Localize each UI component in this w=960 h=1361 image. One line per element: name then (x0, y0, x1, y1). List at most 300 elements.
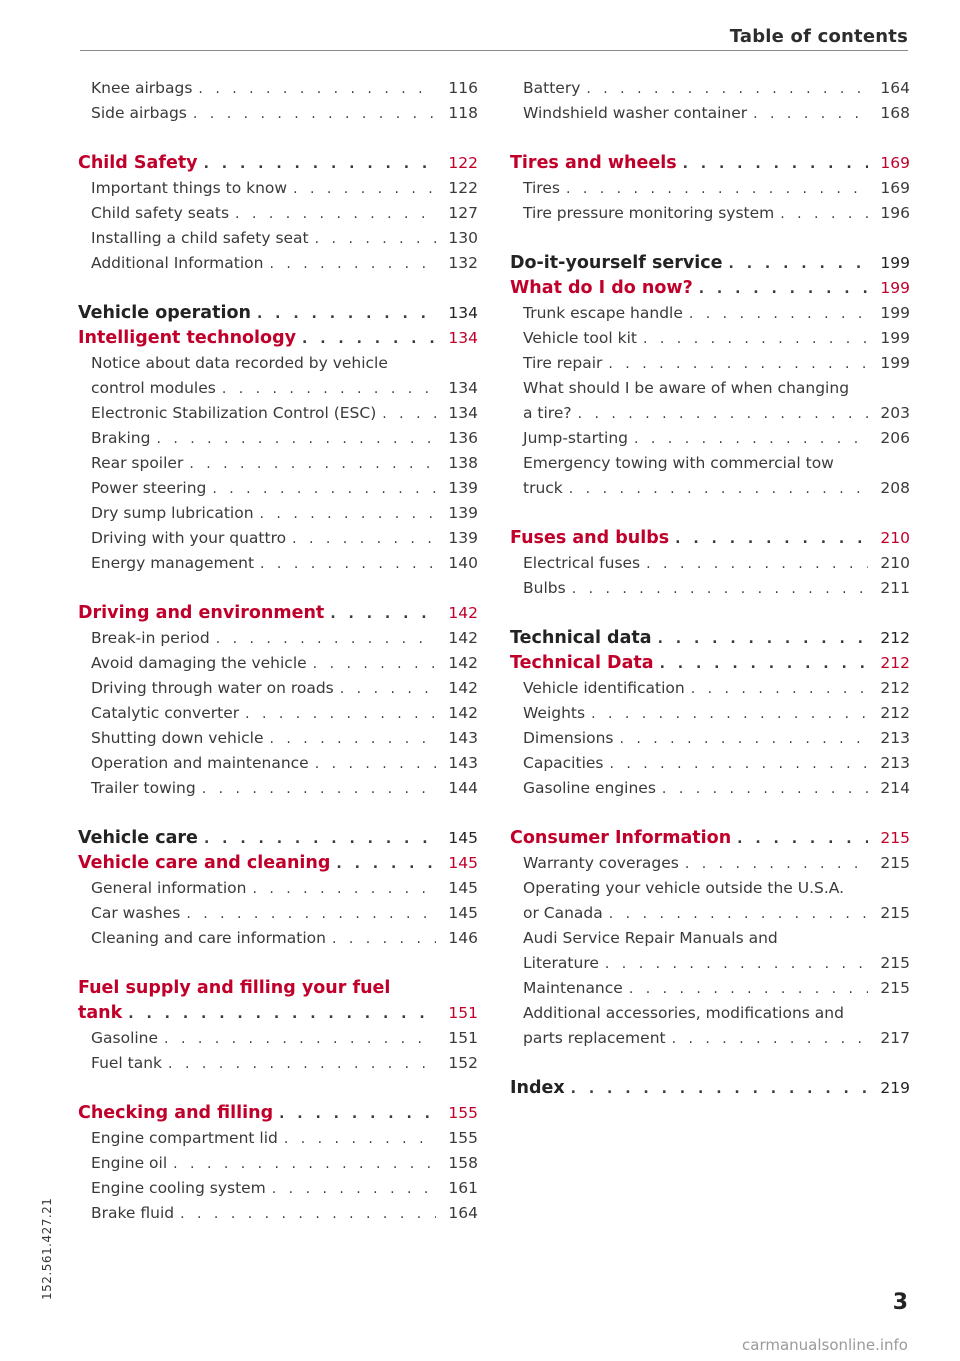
dot-leader (173, 1152, 436, 1177)
toc-entry-title: control modules (91, 379, 216, 397)
toc-entry-title: Consumer Information (510, 828, 732, 848)
toc-entry[interactable] (78, 1126, 478, 1151)
toc-entry-title: Side airbags (91, 104, 187, 122)
toc-page-number: 212 (880, 679, 910, 697)
toc-page-number: 142 (448, 704, 478, 722)
toc-section-entry[interactable] (78, 601, 478, 626)
toc-page-number: 146 (448, 929, 478, 947)
toc-page-number: 199 (880, 304, 910, 322)
toc-page-number: 134 (448, 329, 478, 347)
toc-entry-title: Dry sump lubrication (91, 504, 254, 522)
toc-section-entry[interactable] (78, 826, 478, 851)
toc-entry-title: Tires and wheels (510, 153, 677, 173)
dot-leader (662, 777, 868, 802)
toc-spacer (78, 576, 478, 601)
toc-entry-title: Additional Information (91, 254, 264, 272)
toc-page-number: 142 (448, 629, 478, 647)
toc-entry-title: Engine compartment lid (91, 1129, 278, 1147)
toc-page-number: 169 (880, 179, 910, 197)
dot-leader (336, 852, 436, 877)
toc-entry[interactable] (78, 526, 478, 551)
toc-entry-title: Dimensions (523, 729, 614, 747)
toc-section-entry[interactable] (78, 1101, 478, 1126)
toc-entry-title: Do-it-yourself service (510, 253, 723, 273)
dot-leader (212, 477, 436, 502)
dot-leader (302, 327, 436, 352)
toc-page-number: 143 (448, 729, 478, 747)
dot-leader (571, 1077, 868, 1102)
toc-page-number: 164 (880, 79, 910, 97)
toc-page-number: 130 (448, 229, 478, 247)
toc-page-number: 215 (880, 954, 910, 972)
dot-leader (269, 252, 436, 277)
toc-entry-title: Brake fluid (91, 1204, 175, 1222)
toc-page-number: 212 (880, 654, 910, 672)
toc-entry[interactable] (510, 701, 910, 726)
dot-leader (780, 202, 868, 227)
toc-entry-title: Driving and environment (78, 603, 325, 623)
toc-entry[interactable] (510, 551, 910, 576)
toc-entry[interactable] (510, 951, 910, 976)
toc-entry[interactable] (78, 1026, 478, 1051)
toc-entry[interactable] (510, 176, 910, 201)
dot-leader (689, 302, 868, 327)
dot-leader (270, 727, 437, 752)
dot-leader (313, 652, 436, 677)
dot-leader (646, 552, 868, 577)
toc-entry[interactable] (78, 76, 478, 101)
toc-entry[interactable] (78, 226, 478, 251)
dot-leader (672, 1027, 868, 1052)
toc-entry[interactable] (510, 76, 910, 101)
toc-page-number: 151 (448, 1004, 478, 1022)
toc-entry-title: Tire pressure monitoring system (523, 204, 775, 222)
dot-leader (675, 527, 868, 552)
toc-entry-title: Installing a child safety seat (91, 229, 309, 247)
toc-page-number: 212 (880, 704, 910, 722)
toc-section-entry[interactable] (510, 276, 910, 301)
dot-leader (753, 102, 868, 127)
toc-entry[interactable] (510, 726, 910, 751)
dot-leader (315, 752, 436, 777)
toc-entry-title: Energy management (91, 554, 255, 572)
toc-entry[interactable] (78, 451, 478, 476)
toc-page-number: 118 (448, 104, 478, 122)
toc-entry[interactable] (78, 401, 478, 426)
toc-entry[interactable] (78, 551, 478, 576)
toc-section-entry[interactable] (78, 301, 478, 326)
toc-entry-title: Electrical fuses (523, 554, 641, 572)
dot-leader (180, 1202, 436, 1227)
toc-entry[interactable] (78, 1051, 478, 1076)
dot-leader (252, 877, 436, 902)
dot-leader (216, 627, 436, 652)
dot-leader (685, 852, 868, 877)
dot-leader (260, 552, 436, 577)
dot-leader (260, 502, 436, 527)
toc-entry[interactable] (78, 376, 478, 401)
toc-page-number: 219 (880, 1079, 910, 1097)
toc-page-number: 215 (880, 979, 910, 997)
toc-page-number: 138 (448, 454, 478, 472)
toc-section-entry[interactable] (510, 151, 910, 176)
toc-page-number: 168 (880, 104, 910, 122)
toc-entry-title: Engine cooling system (91, 1179, 266, 1197)
toc-entry-title: tank (78, 1003, 123, 1023)
toc-entry-title: a tire? (523, 404, 572, 422)
toc-page-number: 215 (880, 904, 910, 922)
toc-spacer (78, 126, 478, 151)
toc-entry[interactable] (510, 676, 910, 701)
toc-entry[interactable] (78, 476, 478, 501)
toc-page-number: 139 (448, 504, 478, 522)
toc-entry-title: Intelligent technology (78, 328, 297, 348)
toc-section-entry[interactable] (510, 1076, 910, 1101)
dot-leader (609, 752, 868, 777)
toc-section-entry[interactable] (510, 626, 910, 651)
toc-page-number: 140 (448, 554, 478, 572)
toc-entry-title: Car washes (91, 904, 181, 922)
toc-entry-title: Catalytic converter (91, 704, 240, 722)
toc-page-number: 215 (880, 829, 910, 847)
toc-left-column (78, 76, 478, 1226)
dot-leader (619, 727, 868, 752)
dot-leader (204, 152, 436, 177)
toc-entry[interactable] (78, 726, 478, 751)
toc-entry-title: Engine oil (91, 1154, 168, 1172)
toc-page-number: 142 (448, 679, 478, 697)
toc-entry-title: Trailer towing (91, 779, 196, 797)
toc-entry-title: Emergency towing with commercial tow (523, 454, 834, 472)
toc-entry-title: Tire repair (523, 354, 603, 372)
dot-leader (164, 1027, 436, 1052)
dot-leader (235, 202, 436, 227)
dot-leader (729, 252, 868, 277)
toc-entry-title: Vehicle care (78, 828, 198, 848)
dot-leader (156, 427, 436, 452)
toc-page-number: 217 (880, 1029, 910, 1047)
toc-entry[interactable] (78, 651, 478, 676)
toc-spacer (510, 801, 910, 826)
toc-page-number: 136 (448, 429, 478, 447)
toc-page-number: 134 (448, 304, 478, 322)
toc-page-number: 196 (880, 204, 910, 222)
toc-section-entry[interactable] (510, 251, 910, 276)
toc-entry-title: Battery (523, 79, 581, 97)
toc-entry-title: Avoid damaging the vehicle (91, 654, 307, 672)
dot-leader (257, 302, 436, 327)
toc-entry[interactable] (510, 351, 910, 376)
toc-entry[interactable] (78, 626, 478, 651)
toc-entry-title: Tires (523, 179, 560, 197)
page-header-title: Table of contents (729, 26, 908, 47)
toc-page-number: 132 (448, 254, 478, 272)
toc-spacer (78, 1076, 478, 1101)
toc-entry[interactable] (510, 851, 910, 876)
toc-page-number: 210 (880, 554, 910, 572)
toc-entry-title: Cleaning and care information (91, 929, 326, 947)
toc-section-entry (78, 976, 478, 1001)
dot-leader (683, 152, 868, 177)
dot-leader (591, 702, 868, 727)
toc-entry-title: Vehicle care and cleaning (78, 853, 331, 873)
dot-leader (315, 227, 436, 252)
toc-page-number: 206 (880, 429, 910, 447)
toc-entry-title: Fuses and bulbs (510, 528, 670, 548)
toc-section-entry[interactable] (78, 151, 478, 176)
toc-spacer (510, 501, 910, 526)
toc-entry-title: Driving through water on roads (91, 679, 334, 697)
toc-section-entry[interactable] (78, 851, 478, 876)
toc-entry-title: Vehicle operation (78, 303, 251, 323)
dot-leader (292, 527, 436, 552)
dot-leader (691, 677, 868, 702)
dot-leader (572, 577, 868, 602)
toc-entry (510, 876, 910, 901)
toc-entry-title: Warranty coverages (523, 854, 679, 872)
toc-entry-title: Rear spoiler (91, 454, 184, 472)
toc-entry[interactable] (78, 1201, 478, 1226)
dot-leader (699, 277, 868, 302)
header-divider (80, 50, 908, 51)
toc-entry (510, 1001, 910, 1026)
dot-leader (608, 352, 868, 377)
dot-leader (279, 1102, 436, 1127)
toc-entry-title: Knee airbags (91, 79, 193, 97)
toc-page-number: 145 (448, 854, 478, 872)
toc-page-number: 213 (880, 729, 910, 747)
toc-page-number: 144 (448, 779, 478, 797)
toc-spacer (510, 1051, 910, 1076)
toc-entry[interactable] (510, 401, 910, 426)
toc-entry[interactable] (78, 676, 478, 701)
toc-entry (78, 351, 478, 376)
dot-leader (332, 927, 436, 952)
toc-entry-title: Capacities (523, 754, 604, 772)
toc-entry[interactable] (510, 101, 910, 126)
dot-leader (204, 827, 436, 852)
dot-leader (284, 1127, 436, 1152)
dot-leader (737, 827, 868, 852)
toc-page-number: 199 (880, 254, 910, 272)
toc-entry-title: Checking and filling (78, 1103, 274, 1123)
toc-entry[interactable] (78, 751, 478, 776)
dot-leader (272, 1177, 436, 1202)
toc-entry-title: Windshield washer container (523, 104, 748, 122)
toc-page-number: 127 (448, 204, 478, 222)
toc-entry[interactable] (78, 176, 478, 201)
toc-entry-title: Trunk escape handle (523, 304, 683, 322)
toc-entry-title: Literature (523, 954, 599, 972)
toc-entry-title: Break-in period (91, 629, 210, 647)
toc-spacer (78, 276, 478, 301)
toc-entry[interactable] (510, 901, 910, 926)
dot-leader (643, 327, 868, 352)
toc-spacer (78, 951, 478, 976)
toc-section-entry[interactable] (510, 826, 910, 851)
toc-entry[interactable] (510, 776, 910, 801)
toc-page-number: 161 (448, 1179, 478, 1197)
toc-entry[interactable] (510, 301, 910, 326)
toc-right-column (510, 76, 910, 1101)
toc-page-number: 164 (448, 1204, 478, 1222)
toc-entry[interactable] (78, 1151, 478, 1176)
toc-page-number: 122 (448, 154, 478, 172)
toc-entry[interactable] (78, 101, 478, 126)
dot-leader (330, 602, 436, 627)
toc-page-number: 142 (448, 604, 478, 622)
toc-entry-title: Driving with your quattro (91, 529, 287, 547)
toc-entry[interactable] (510, 751, 910, 776)
toc-page-number: 214 (880, 779, 910, 797)
page-number: 3 (892, 1290, 908, 1315)
toc-section-entry[interactable] (78, 1001, 478, 1026)
toc-entry-title: General information (91, 879, 247, 897)
dot-leader (605, 952, 868, 977)
toc-entry[interactable] (78, 426, 478, 451)
toc-spacer (510, 126, 910, 151)
toc-page-number: 169 (880, 154, 910, 172)
toc-page-number: 215 (880, 854, 910, 872)
toc-entry-title: Important things to know (91, 179, 288, 197)
dot-leader (293, 177, 436, 202)
toc-page-number: 211 (880, 579, 910, 597)
dot-leader (569, 477, 868, 502)
toc-page-number: 203 (880, 404, 910, 422)
toc-entry[interactable] (78, 1176, 478, 1201)
toc-spacer (78, 801, 478, 826)
toc-entry[interactable] (78, 876, 478, 901)
toc-entry[interactable] (510, 1026, 910, 1051)
toc-entry[interactable] (510, 326, 910, 351)
toc-page-number: 143 (448, 754, 478, 772)
dot-leader (340, 677, 436, 702)
toc-section-entry[interactable] (510, 651, 910, 676)
toc-entry-title: Shutting down vehicle (91, 729, 264, 747)
dot-leader (128, 1002, 436, 1027)
toc-entry-title: parts replacement (523, 1029, 666, 1047)
toc-entry-title: Operation and maintenance (91, 754, 309, 772)
toc-page-number: 145 (448, 829, 478, 847)
dot-leader (609, 902, 868, 927)
dot-leader (168, 1052, 436, 1077)
toc-entry-title: Bulbs (523, 579, 566, 597)
toc-entry-title: Child Safety (78, 153, 198, 173)
toc-page-number: 199 (880, 354, 910, 372)
toc-page-number: 212 (880, 629, 910, 647)
toc-entry-title: Vehicle identification (523, 679, 685, 697)
dot-leader (245, 702, 436, 727)
toc-page-number: 134 (448, 404, 478, 422)
document-code: 152.561.427.21 (40, 1197, 54, 1300)
toc-entry-title: Technical Data (510, 653, 654, 673)
toc-entry-title: Technical data (510, 628, 652, 648)
toc-entry (510, 926, 910, 951)
toc-entry[interactable] (78, 776, 478, 801)
toc-entry[interactable] (510, 426, 910, 451)
toc-entry-title: What should I be aware of when changing (523, 379, 850, 397)
toc-entry-title: Operating your vehicle outside the U.S.A. (523, 879, 845, 897)
dot-leader (186, 902, 436, 927)
toc-page-number: 116 (448, 79, 478, 97)
toc-page-number: 122 (448, 179, 478, 197)
toc-entry[interactable] (510, 476, 910, 501)
dot-leader (658, 627, 868, 652)
toc-page-number: 199 (880, 279, 910, 297)
toc-entry-title: Electronic Stabilization Control (ESC) (91, 404, 377, 422)
toc-page-number: 134 (448, 379, 478, 397)
toc-page-number: 210 (880, 529, 910, 547)
toc-page-number: 151 (448, 1029, 478, 1047)
watermark-text[interactable]: carmanualsonline.info (742, 1336, 908, 1354)
toc-page-number: 142 (448, 654, 478, 672)
toc-spacer (510, 226, 910, 251)
toc-entry-title: Power steering (91, 479, 207, 497)
toc-page-number: 199 (880, 329, 910, 347)
toc-entry[interactable] (510, 576, 910, 601)
toc-page-number: 208 (880, 479, 910, 497)
toc-entry[interactable] (78, 901, 478, 926)
toc-entry[interactable] (510, 976, 910, 1001)
toc-page-number: 158 (448, 1154, 478, 1172)
toc-entry[interactable] (78, 701, 478, 726)
dot-leader (202, 777, 436, 802)
dot-leader (198, 77, 436, 102)
toc-entry-title: Fuel tank (91, 1054, 163, 1072)
toc-entry-title: Gasoline (91, 1029, 159, 1047)
toc-entry-title: truck (523, 479, 563, 497)
toc-page-number: 145 (448, 904, 478, 922)
toc-entry[interactable] (78, 251, 478, 276)
toc-entry[interactable] (78, 926, 478, 951)
toc-entry-title: Maintenance (523, 979, 623, 997)
toc-page-number: 145 (448, 879, 478, 897)
toc-entry-title: What do I do now? (510, 278, 693, 298)
toc-entry-title: Audi Service Repair Manuals and (523, 929, 778, 947)
toc-section-entry[interactable] (78, 326, 478, 351)
toc-entry[interactable] (78, 201, 478, 226)
dot-leader (566, 177, 868, 202)
toc-spacer (510, 601, 910, 626)
dot-leader (660, 652, 868, 677)
toc-entry-title: Jump-starting (523, 429, 628, 447)
dot-leader (586, 77, 868, 102)
toc-entry[interactable] (78, 501, 478, 526)
toc-page-number: 155 (448, 1129, 478, 1147)
dot-leader (629, 977, 868, 1002)
toc-page-number: 139 (448, 479, 478, 497)
toc-entry-title: Braking (91, 429, 151, 447)
toc-entry-title: Child safety seats (91, 204, 230, 222)
toc-page-number: 139 (448, 529, 478, 547)
toc-entry-title: Fuel supply and filling your fuel (78, 978, 391, 998)
toc-entry-title: or Canada (523, 904, 603, 922)
toc-section-entry[interactable] (510, 526, 910, 551)
toc-entry-title: Additional accessories, modifications and (523, 1004, 844, 1022)
dot-leader (578, 402, 868, 427)
dot-leader (189, 452, 436, 477)
dot-leader (382, 402, 436, 427)
toc-page-number: 155 (448, 1104, 478, 1122)
toc-entry-title: Notice about data recorded by vehicle (91, 354, 388, 372)
toc-entry-title: Gasoline engines (523, 779, 656, 797)
dot-leader (222, 377, 436, 402)
toc-entry[interactable] (510, 201, 910, 226)
toc-page-number: 213 (880, 754, 910, 772)
toc-entry (510, 451, 910, 476)
toc-entry-title: Vehicle tool kit (523, 329, 637, 347)
toc-entry (510, 376, 910, 401)
